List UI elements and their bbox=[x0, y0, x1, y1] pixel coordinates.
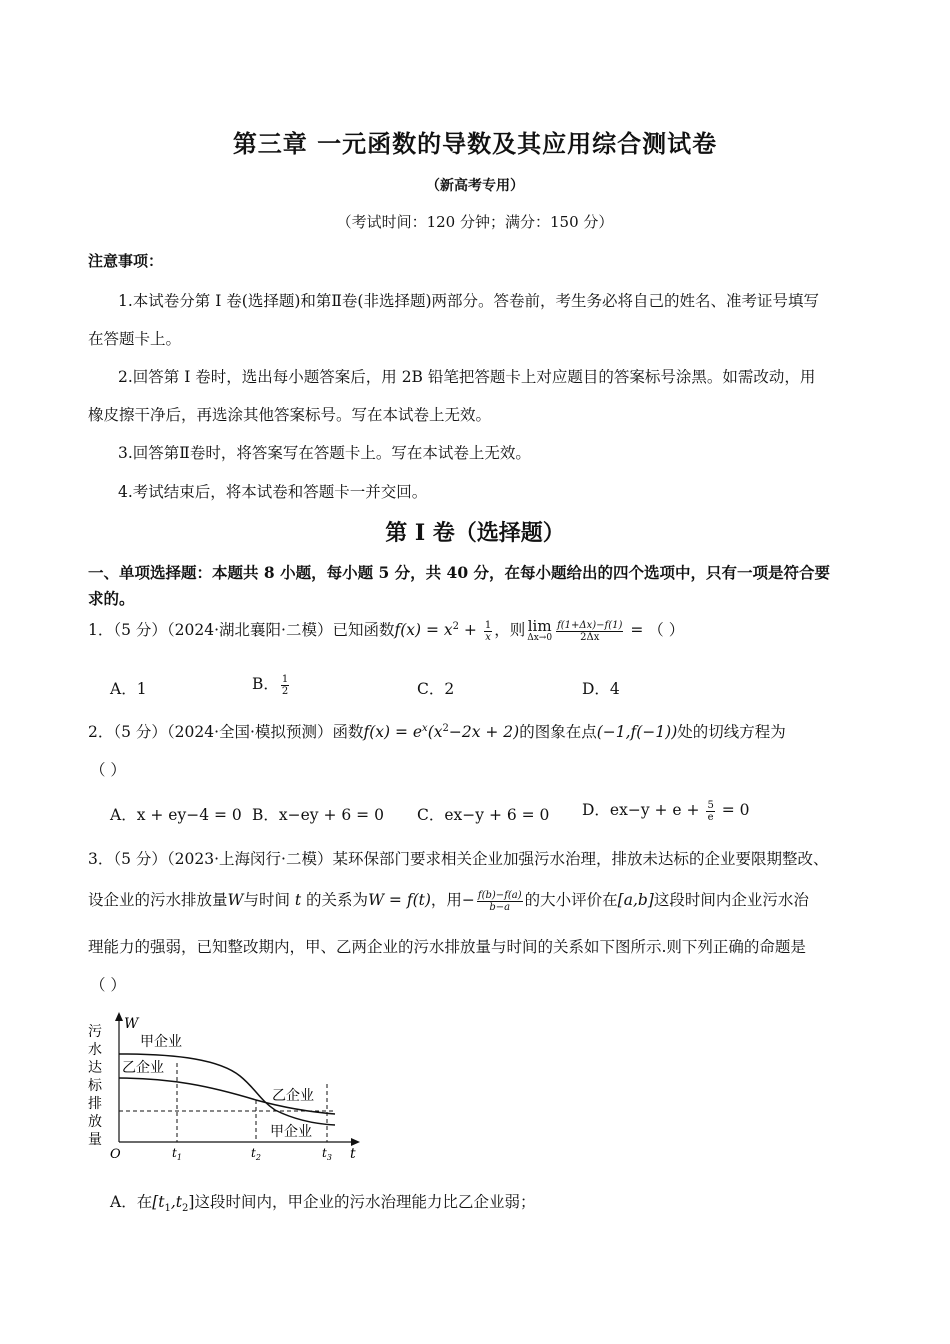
graph-label-yi-top: 乙企业 bbox=[122, 1060, 164, 1076]
q1-option-c[interactable]: C．2 bbox=[417, 680, 455, 698]
part1-instruction-line-1: 一、单项选择题：本题共 8 小题，每小题 5 分，共 40 分，在每小题给出的四个选项中，只有一项是符合要 bbox=[88, 563, 831, 582]
page-title: 第三章 一元函数的导数及其应用综合测试卷 bbox=[232, 129, 718, 158]
question-3-line-3: 理能力的强弱，已知整改期内，甲、乙两企业的污水排放量与时间的关系如下图所示.则下列正确的命题是 bbox=[88, 938, 806, 956]
question-3-paren: （ ） bbox=[90, 976, 126, 994]
graph-ylabel-char: 排 bbox=[88, 1096, 102, 1112]
graph-ylabel-char: 水 bbox=[88, 1042, 102, 1058]
graph-ylabel-char: 量 bbox=[88, 1132, 102, 1148]
q2-option-d[interactable]: D．ex−y + e + $\frac{5}{e}$ = 0 bbox=[582, 799, 750, 823]
graph-tick-t1: $t_1$ bbox=[172, 1146, 182, 1162]
notice-item-3: 3.回答第Ⅱ卷时，将答案写在答题卡上。写在本试卷上无效。 bbox=[118, 444, 531, 462]
q1-option-a[interactable]: A．1 bbox=[110, 680, 147, 698]
q3-option-a[interactable]: A．在$[t_1,t_2]$这段时间内，甲企业的污水治理能力比乙企业弱； bbox=[110, 1193, 536, 1215]
notice-item-4: 4.考试结束后，将本试卷和答题卡一并交回。 bbox=[118, 483, 428, 501]
graph-ylabel-char: 标 bbox=[88, 1078, 102, 1094]
graph-y-arrow bbox=[115, 1012, 123, 1021]
notice-item-1-line-2: 在答题卡上。 bbox=[88, 330, 182, 348]
question-1-stem bbox=[88, 618, 684, 643]
question-2-stem: 2．（5 分）（2024·全国·模拟预测）函数$f(x) = e^x(x^2-2x + 2)$的图象在点(−1,f(−1))处的切线方程为 bbox=[88, 722, 786, 741]
q1-fx: f(x) = x bbox=[394, 621, 453, 639]
q1-exp: 2 bbox=[452, 620, 459, 632]
graph-tick-t2: $t_2$ bbox=[251, 1146, 261, 1162]
q2-option-b[interactable]: B．x−ey + 6 = 0 bbox=[252, 806, 384, 824]
graph-tick-t3: $t_3$ bbox=[322, 1146, 332, 1162]
q1-plus: + bbox=[458, 621, 482, 639]
q2-option-a[interactable]: A．x + ey−4 = 0 bbox=[110, 806, 242, 824]
q1-fraction: $\frac{1}{x}$ bbox=[484, 619, 492, 643]
exam-info: （考试时间：120 分钟；满分：150 分） bbox=[336, 213, 614, 231]
graph-x-axis-label: t bbox=[350, 1146, 356, 1162]
question-3-line-2: 设企业的污水排放量W与时间 t 的关系为W = f(t)，用− $\frac{f(b)-f(a)}{b-a}$ 的大小评价在[a,b]这段时间内企业污水治 bbox=[88, 889, 809, 913]
graph-ylabel-char: 放 bbox=[88, 1114, 102, 1130]
graph-x-arrow bbox=[351, 1138, 360, 1146]
notice-item-2-line-1: 2.回答第 I 卷时，选出每小题答案后，用 2B 铅笔把答题卡上对应题目的答案标号涂黑。如需改动，用 bbox=[118, 368, 816, 386]
q1-option-d[interactable]: D．4 bbox=[582, 680, 620, 698]
q3-pollution-graph bbox=[80, 1008, 370, 1168]
page-subtitle: （新高考专用） bbox=[426, 178, 524, 194]
question-3-line-1: 3．（5 分）（2023·上海闵行·二模）某环保部门要求相关企业加强污水治理，排放未达标的企业要限期整改、 bbox=[88, 850, 829, 868]
graph-ylabel-char: 达 bbox=[88, 1060, 102, 1076]
graph-origin-label: O bbox=[110, 1147, 121, 1162]
q1-limit: lim Δx→0 bbox=[527, 617, 553, 643]
graph-label-yi-right: 乙企业 bbox=[272, 1088, 314, 1104]
q1-prefix: 1．（5 分）（2024·湖北襄阳·二模）已知函数 bbox=[88, 621, 395, 639]
notice-item-2-line-2: 橡皮擦干净后，再选涂其他答案标号。写在本试卷上无效。 bbox=[88, 406, 492, 424]
q1-option-b[interactable]: B． $\frac{1}{2}$ bbox=[252, 673, 289, 697]
question-2-paren: （ ） bbox=[90, 761, 126, 779]
part1-instruction-line-2: 求的。 bbox=[88, 589, 135, 608]
notice-item-1-line-1: 1.本试卷分第 I 卷(选择题)和第Ⅱ卷(非选择题)两部分。答卷前，考生务必将自己的姓名、准考证号填写 bbox=[118, 292, 819, 310]
q1-suffix: = （ ） bbox=[625, 621, 685, 639]
graph-label-jia-top: 甲企业 bbox=[140, 1034, 182, 1050]
q1-comma: ，则 bbox=[494, 621, 526, 639]
graph-y-axis-label: W bbox=[124, 1016, 139, 1032]
notice-heading: 注意事项： bbox=[88, 252, 164, 270]
q2-option-c[interactable]: C．ex−y + 6 = 0 bbox=[417, 806, 550, 824]
section-title: 第 I 卷（选择题） bbox=[385, 520, 565, 546]
q1-limit-fraction: $\frac{f(1+\Delta x)-f(1)}{2\Delta x}$ bbox=[557, 619, 623, 643]
graph-ylabel-char: 污 bbox=[88, 1024, 102, 1040]
graph-label-jia-right: 甲企业 bbox=[270, 1124, 312, 1140]
